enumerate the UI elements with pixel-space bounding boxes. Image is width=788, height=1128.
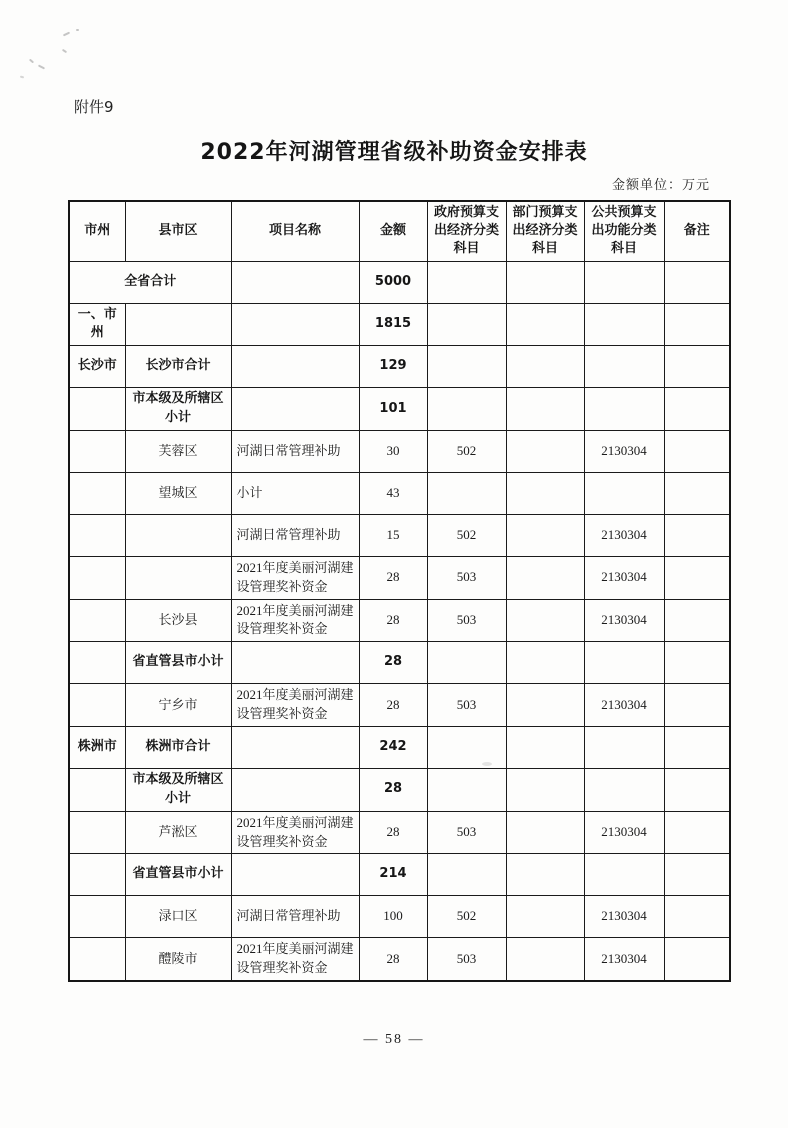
table-cell: 502 <box>427 514 506 556</box>
table-cell: 5000 <box>359 261 427 303</box>
table-cell <box>427 472 506 514</box>
table-cell <box>231 727 359 769</box>
column-header-7: 公共预算支出功能分类科目 <box>584 201 664 261</box>
table-cell <box>664 303 730 346</box>
table-cell: 503 <box>427 599 506 642</box>
table-row <box>69 684 730 727</box>
table-row <box>69 599 730 642</box>
table-cell: 2130304 <box>584 938 664 981</box>
unit-note: 金额单位：万元 <box>611 177 710 192</box>
table-cell: 2130304 <box>584 430 664 472</box>
table-cell: 2021年度美丽河湖建设管理奖补资金 <box>231 556 359 599</box>
scan-artifact <box>62 49 67 54</box>
table-cell <box>427 261 506 303</box>
table-cell <box>506 727 584 769</box>
table-cell <box>664 684 730 727</box>
table-body <box>69 261 730 981</box>
table-cell: 2130304 <box>584 599 664 642</box>
table-cell: 2130304 <box>584 811 664 854</box>
table-cell <box>69 811 125 854</box>
table-cell <box>584 769 664 812</box>
column-header-6: 部门预算支出经济分类科目 <box>506 201 584 261</box>
table-cell <box>506 811 584 854</box>
table-cell <box>125 303 231 346</box>
table-cell: 502 <box>427 896 506 938</box>
table-row <box>69 769 730 812</box>
table-cell <box>584 854 664 896</box>
table-cell <box>506 684 584 727</box>
table-cell: 503 <box>427 811 506 854</box>
table-cell <box>506 261 584 303</box>
table-row <box>69 303 730 346</box>
table-cell <box>584 346 664 388</box>
table-cell <box>664 642 730 684</box>
table-cell <box>427 854 506 896</box>
column-header-8: 备注 <box>664 201 730 261</box>
table-cell <box>584 303 664 346</box>
table-cell: 28 <box>359 599 427 642</box>
column-header-4: 金额 <box>359 201 427 261</box>
table-cell <box>664 556 730 599</box>
scan-artifact <box>63 32 70 37</box>
table-cell: 242 <box>359 727 427 769</box>
table-row <box>69 727 730 769</box>
table-header-row <box>69 201 730 261</box>
table-cell: 长沙市 <box>69 346 125 388</box>
table-cell <box>69 938 125 981</box>
table-cell <box>69 388 125 431</box>
table-cell: 芦淞区 <box>125 811 231 854</box>
table-cell: 28 <box>359 684 427 727</box>
table-cell: 省直管县市小计 <box>125 854 231 896</box>
scan-artifact <box>20 76 24 79</box>
scan-artifact <box>38 64 45 69</box>
table-cell <box>427 346 506 388</box>
table-cell <box>664 938 730 981</box>
table-cell: 28 <box>359 938 427 981</box>
table-cell <box>69 684 125 727</box>
table-row <box>69 854 730 896</box>
table-cell: 28 <box>359 642 427 684</box>
table-cell <box>506 430 584 472</box>
table-row <box>69 472 730 514</box>
table-cell <box>231 261 359 303</box>
table-cell <box>506 642 584 684</box>
table-cell: 129 <box>359 346 427 388</box>
table-row <box>69 261 730 303</box>
table-cell <box>125 514 231 556</box>
table-cell <box>231 303 359 346</box>
table-cell: 28 <box>359 769 427 812</box>
table-cell: 100 <box>359 896 427 938</box>
table-cell <box>427 727 506 769</box>
page-title: 2022年河湖管理省级补助资金安排表 <box>200 140 588 165</box>
table-cell: 2130304 <box>584 556 664 599</box>
table-cell: 宁乡市 <box>125 684 231 727</box>
table-cell: 2130304 <box>584 896 664 938</box>
table-cell: 2130304 <box>584 684 664 727</box>
table-cell: 醴陵市 <box>125 938 231 981</box>
table-cell <box>506 472 584 514</box>
table-cell <box>664 811 730 854</box>
table-cell <box>427 388 506 431</box>
table-cell <box>69 556 125 599</box>
table-cell <box>584 642 664 684</box>
table-cell: 2021年度美丽河湖建设管理奖补资金 <box>231 811 359 854</box>
table-cell: 2021年度美丽河湖建设管理奖补资金 <box>231 684 359 727</box>
column-header-2: 县市区 <box>125 201 231 261</box>
table-cell <box>231 854 359 896</box>
table-cell <box>69 854 125 896</box>
table-cell <box>664 346 730 388</box>
table-cell: 1815 <box>359 303 427 346</box>
table-cell <box>584 388 664 431</box>
table-cell <box>584 727 664 769</box>
table-cell <box>231 642 359 684</box>
table-cell: 河湖日常管理补助 <box>231 514 359 556</box>
table-cell <box>69 769 125 812</box>
table-cell <box>231 388 359 431</box>
table-cell: 望城区 <box>125 472 231 514</box>
table-row <box>69 514 730 556</box>
table-cell: 2130304 <box>584 514 664 556</box>
table-cell: 503 <box>427 938 506 981</box>
table-cell <box>69 642 125 684</box>
table-cell: 市本级及所辖区小计 <box>125 388 231 431</box>
table-cell <box>427 769 506 812</box>
table-cell: 芙蓉区 <box>125 430 231 472</box>
table-cell <box>506 388 584 431</box>
table-row <box>69 938 730 981</box>
table-cell: 株洲市合计 <box>125 727 231 769</box>
table-cell <box>664 854 730 896</box>
table-cell <box>125 556 231 599</box>
table-cell: 503 <box>427 556 506 599</box>
table-cell <box>231 769 359 812</box>
table-cell: 全省合计 <box>69 261 231 303</box>
table-cell: 503 <box>427 684 506 727</box>
table-cell <box>506 514 584 556</box>
attachment-label: 附件9 <box>74 98 114 116</box>
table-cell <box>664 430 730 472</box>
column-header-3: 项目名称 <box>231 201 359 261</box>
table-cell: 43 <box>359 472 427 514</box>
table-cell: 214 <box>359 854 427 896</box>
table-row <box>69 896 730 938</box>
table-cell <box>69 430 125 472</box>
table-cell <box>584 472 664 514</box>
table-cell <box>427 642 506 684</box>
table-cell <box>664 769 730 812</box>
table-cell: 28 <box>359 556 427 599</box>
table-cell <box>69 514 125 556</box>
table-cell: 小计 <box>231 472 359 514</box>
table-cell: 河湖日常管理补助 <box>231 896 359 938</box>
table-cell: 2021年度美丽河湖建设管理奖补资金 <box>231 599 359 642</box>
table-cell <box>69 896 125 938</box>
scan-artifact <box>76 29 79 31</box>
table-cell: 市本级及所辖区小计 <box>125 769 231 812</box>
table-row <box>69 556 730 599</box>
table-cell <box>664 896 730 938</box>
table-cell <box>664 472 730 514</box>
table-cell <box>664 727 730 769</box>
table-row <box>69 346 730 388</box>
table-cell: 省直管县市小计 <box>125 642 231 684</box>
table-cell <box>664 514 730 556</box>
table-cell <box>664 599 730 642</box>
table-cell: 长沙县 <box>125 599 231 642</box>
table-row <box>69 811 730 854</box>
table-cell <box>506 346 584 388</box>
table-cell <box>69 472 125 514</box>
table-cell: 长沙市合计 <box>125 346 231 388</box>
subsidy-table <box>68 200 731 982</box>
column-header-5: 政府预算支出经济分类科目 <box>427 201 506 261</box>
table-cell: 渌口区 <box>125 896 231 938</box>
scan-artifact <box>29 59 34 64</box>
table-row <box>69 388 730 431</box>
table-cell: 株洲市 <box>69 727 125 769</box>
table-cell: 15 <box>359 514 427 556</box>
table-row <box>69 642 730 684</box>
table-cell <box>506 769 584 812</box>
table-cell <box>664 261 730 303</box>
table-cell <box>231 346 359 388</box>
table-row <box>69 430 730 472</box>
table-cell <box>506 896 584 938</box>
page-number: — 58 — <box>363 1032 425 1047</box>
table-cell <box>427 303 506 346</box>
table-cell <box>506 303 584 346</box>
column-header-1: 市州 <box>69 201 125 261</box>
table-cell <box>69 599 125 642</box>
table-cell: 28 <box>359 811 427 854</box>
table-cell <box>506 599 584 642</box>
table-cell <box>506 854 584 896</box>
table-cell <box>506 556 584 599</box>
table-cell: 一、市州 <box>69 303 125 346</box>
table-cell: 502 <box>427 430 506 472</box>
table-cell <box>584 261 664 303</box>
table-cell <box>506 938 584 981</box>
table-cell: 河湖日常管理补助 <box>231 430 359 472</box>
table-cell <box>664 388 730 431</box>
table-cell: 2021年度美丽河湖建设管理奖补资金 <box>231 938 359 981</box>
table-cell: 30 <box>359 430 427 472</box>
table-cell: 101 <box>359 388 427 431</box>
